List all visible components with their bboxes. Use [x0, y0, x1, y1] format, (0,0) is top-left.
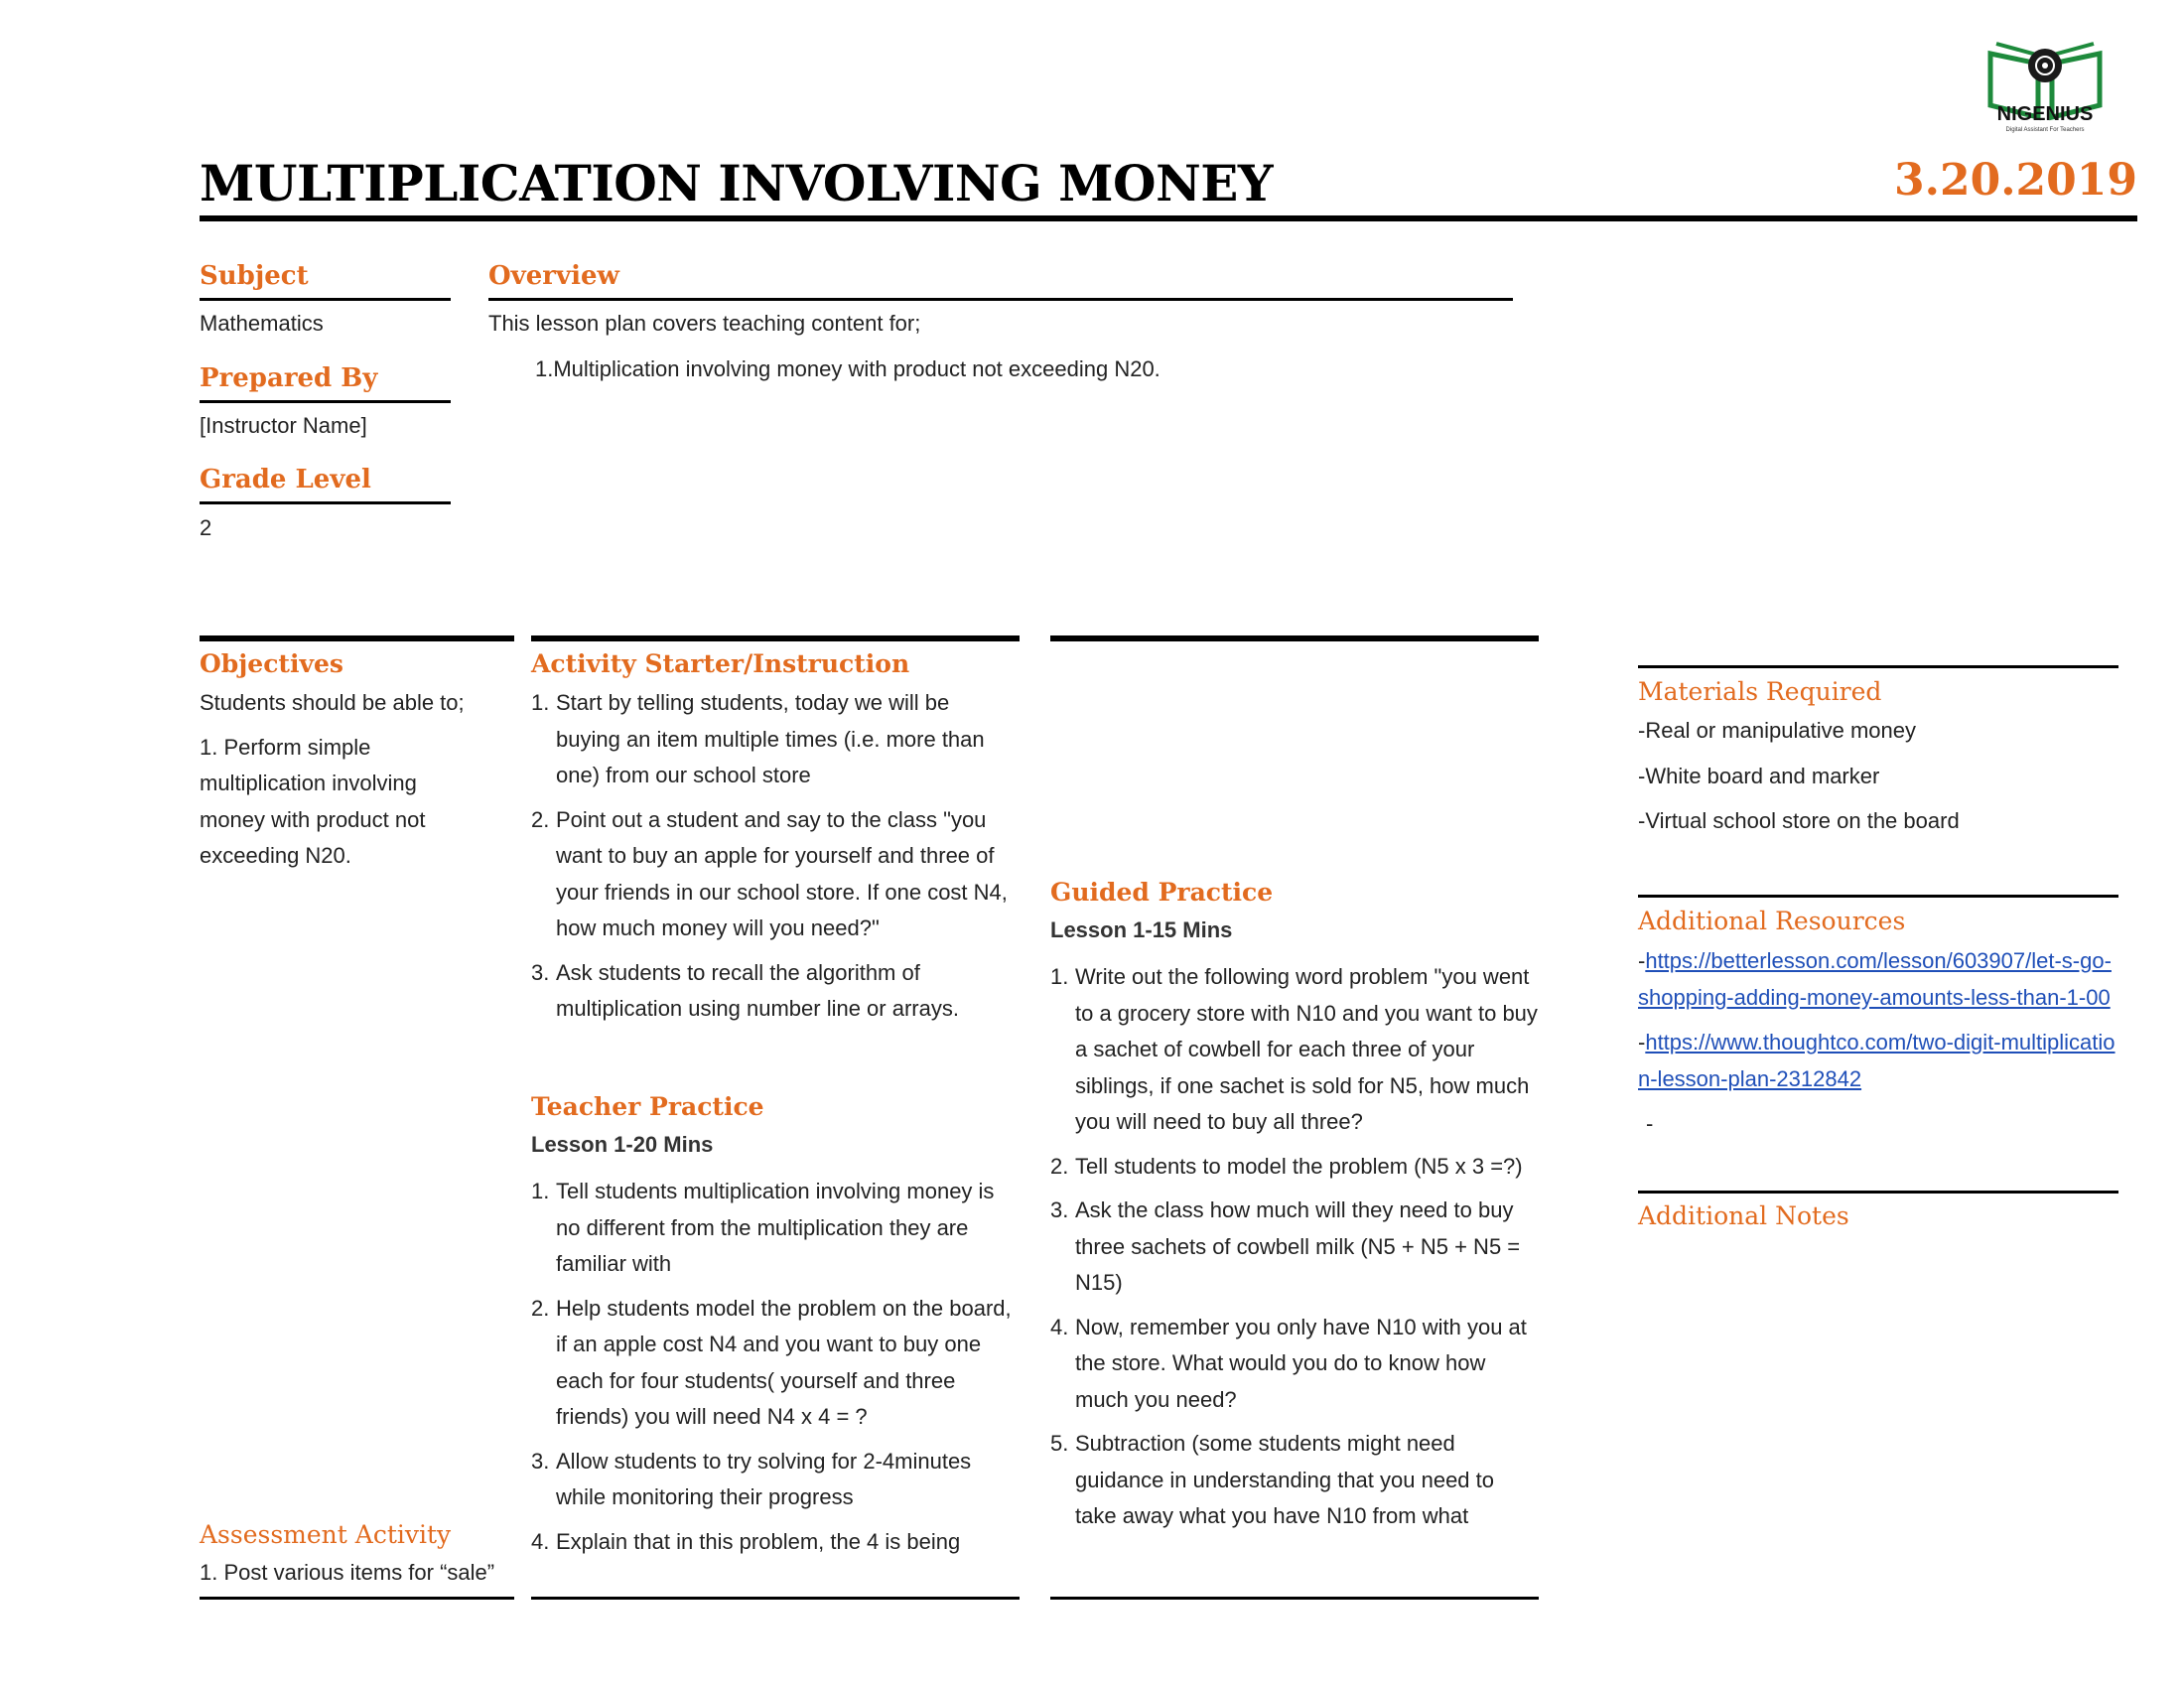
teacher-practice-list: [531, 1174, 1020, 1568]
list-item: 5. Subtraction (some students might need guidance in understanding that you need to take away what you have N10 from what: [1050, 1431, 1494, 1528]
list-item: 2. Point out a student and say to the class "you want to buy an apple for yourself and three of your friends in our school store. If one cost N4, how much money will you need?": [531, 806, 1008, 940]
resources-trailing: -: [1646, 1111, 1654, 1136]
resources-rule: [1638, 895, 2118, 898]
list-item: -Real or manipulative money: [1638, 718, 1917, 743]
nigenius-logo: [1971, 26, 2119, 140]
objectives-top-rule: [200, 635, 514, 641]
lesson-date: 3.20.2019: [1894, 155, 2137, 206]
page-title: MULTIPLICATION INVOLVING MONEY: [200, 154, 1274, 212]
materials-rule: [1638, 665, 2118, 668]
logo-tagline: Digital Assistant For Teachers: [2005, 127, 2085, 133]
objectives-heading: Objectives: [200, 649, 343, 678]
list-item: -https://www.thoughtco.com/two-digit-multiplication-lesson-plan-2312842: [1638, 1030, 2116, 1091]
overview-item: 1.Multiplication involving money with product not exceeding N20.: [535, 356, 1160, 381]
objectives-intro: Students should be able to;: [200, 690, 465, 715]
assessment-item: 1. Post various items for “sale”: [200, 1560, 495, 1585]
objectives-item: 1. Perform simple multiplication involving money with product not exceeding N20.: [200, 734, 426, 868]
guided-practice-heading: Guided Practice: [1050, 878, 1274, 907]
prepared-by-value: [Instructor Name]: [200, 413, 367, 438]
assessment-heading: Assessment Activity: [200, 1520, 452, 1549]
list-item: -https://betterlesson.com/lesson/603907/let-s-go-shopping-adding-money-amounts-less-than-1-00: [1638, 948, 2112, 1010]
list-item: 3. Ask students to recall the algorithm of multiplication using number line or arrays.: [531, 959, 959, 1021]
overview-heading: Overview: [488, 261, 619, 291]
activity-heading: Activity Starter/Instruction: [531, 649, 910, 678]
overview-rule: [488, 298, 1513, 301]
prepared-by-rule: [200, 400, 451, 403]
activity-top-rule: [531, 635, 1020, 641]
activity-list: [531, 685, 1020, 1036]
guided-top-rule: [1050, 635, 1539, 641]
grade-level-heading: Grade Level: [200, 465, 371, 494]
betterlesson-link[interactable]: https://betterlesson.com/lesson/603907/let-s-go-shopping-adding-money-amounts-less-than-1-00: [1638, 948, 2112, 1010]
overview-intro: This lesson plan covers teaching content for;: [488, 311, 921, 336]
logo-name: NIGENIUS: [1996, 103, 2094, 125]
list-item: -White board and marker: [1638, 763, 1880, 788]
thoughtco-link[interactable]: https://www.thoughtco.com/two-digit-multiplication-lesson-plan-2312842: [1638, 1030, 2116, 1091]
materials-heading: Materials Required: [1638, 677, 1882, 706]
objectives-bottom-rule: [200, 1597, 514, 1600]
list-item: 4. Explain that in this problem, the 4 is being: [531, 1528, 961, 1554]
teacher-practice-duration: Lesson 1-20 Mins: [531, 1132, 714, 1157]
grade-level-rule: [200, 501, 451, 504]
list-item: 4. Now, remember you only have N10 with you at the store. What would you do to know how much you need?: [1050, 1314, 1527, 1412]
list-item: 2. Help students model the problem on the board, if an apple cost N4 and you want to buy one each for four students( yourself and three friends) you will need N4 x 4 = ?: [531, 1295, 1012, 1429]
subject-rule: [200, 298, 451, 301]
resources-list: [1638, 943, 2118, 1143]
resources-heading: Additional Resources: [1638, 907, 1906, 935]
list-item: 3. Ask the class how much will they need to buy three sachets of cowbell milk (N5 + N5 + N5 = N15): [1050, 1197, 1521, 1295]
notes-rule: [1638, 1191, 2118, 1194]
subject-value: Mathematics: [200, 311, 324, 336]
materials-list: [1638, 713, 2118, 840]
activity-bottom-rule: [531, 1597, 1020, 1600]
guided-practice-list: [1050, 959, 1539, 1543]
grade-level-value: 2: [200, 515, 212, 540]
list-item: 3. Allow students to try solving for 2-4minutes while monitoring their progress: [531, 1448, 972, 1509]
teacher-practice-heading: Teacher Practice: [531, 1092, 764, 1121]
subject-heading: Subject: [200, 261, 309, 291]
list-item: 1. Write out the following word problem "you went to a grocery store with N10 and you want to buy a sachet of cowbell for each three of your siblings, if one sachet is sold for N5, how much you will need to buy all three?: [1050, 964, 1538, 1134]
guided-bottom-rule: [1050, 1597, 1539, 1600]
list-item: 2. Tell students to model the problem (N5 x 3 =?): [1050, 1153, 1523, 1179]
notes-heading: Additional Notes: [1638, 1201, 1849, 1230]
list-item: 1. Start by telling students, today we will be buying an item multiple times (i.e. more than one) from our school store: [531, 690, 985, 787]
list-item: -Virtual school store on the board: [1638, 808, 1960, 833]
prepared-by-heading: Prepared By: [200, 363, 378, 393]
guided-practice-duration: Lesson 1-15 Mins: [1050, 917, 1233, 942]
title-rule: [200, 215, 2137, 221]
objectives-body: [200, 685, 507, 875]
list-item: 1. Tell students multiplication involving money is no different from the multiplication they are familiar with: [531, 1179, 995, 1276]
